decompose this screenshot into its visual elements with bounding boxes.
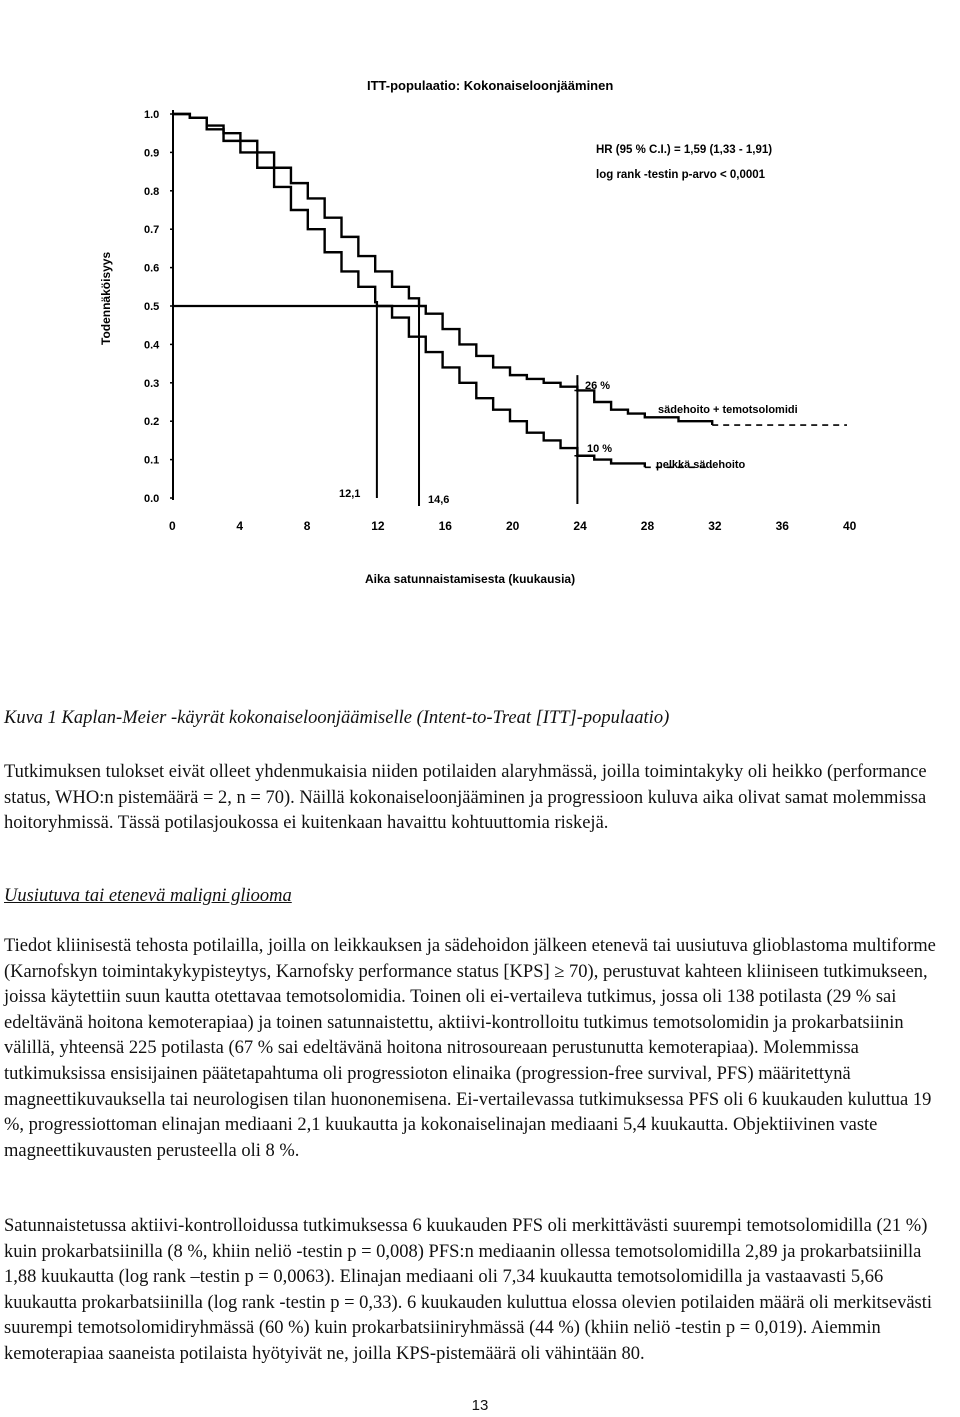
y-tick-label: 0.8: [144, 185, 160, 198]
x-tick-label: 4: [236, 519, 244, 533]
pct-label-rt-tmz: 26 %: [585, 380, 611, 392]
x-tick-label: 36: [775, 519, 789, 533]
paragraph-3: Satunnaistetussa aktiivi-kontrolloidussa tutkimuksessa 6 kuukauden PFS oli merkittävästi suurempi temotsolomidilla (21 %) kuin prokarbatsiinilla (8 %, khiin neliö -testin p = 0,008) PFS:n mediaanin ollessa temotsolomidilla 2,89 ja prokarbatsiinilla 1,88 kuukautta (log rank –testin p = 0,0063). Elinajan mediaani oli 7,34 kuukautta temotsolomidilla ja vastaavasti 5,66 kuukautta prokarbatsiinilla (log rank -testin p = 0,33). 6 kuukauden kuluttua elossa olevien potilaiden määrä oli merkitsevästi suurempi temotsolomidiryhmässä (60 %) kuin prokarbatsiiniryhmässä (44 %) (khiin neliö -testin p = 0,019). Aiemmin kemoterapiaa saaneista potilaista hyötyivät ne, joilla KPS-pistemäärä oli vähintään 80.: [4, 1216, 933, 1364]
logrank-annotation: log rank -testin p-arvo < 0,0001: [596, 169, 766, 181]
series-rt-tmz-curve: [173, 114, 712, 425]
hr-annotation: HR (95 % C.I.) = 1,59 (1,33 - 1,91): [596, 144, 773, 156]
y-tick-label: 0.2: [144, 416, 160, 429]
paragraph-2: Tiedot kliinisestä tehosta potilailla, joilla on leikkauksen ja sädehoidon jälkeen etenevä tai uusiutuva glioblastoma multiforme (Karnofskyn toimintakykypisteytys, Karnofsky performance status [KPS] ≥ 70), perustuvat kahteen kliiniseen tutkimukseen, joissa käytettiin suun kautta otettavaa temotsolomidia. Toinen oli ei-vertaileva tutkimus, jossa oli 138 potilasta (29 % sai edeltävänä hoitona kemoterapiaa) ja toinen satunnaistettu, aktiivi-kontrolloitu tutkimus temotsolomidin ja prokarbatsiinin välillä, yhteensä 225 potilasta (67 % sai edeltävänä hoitona nitrosoureaan perustunutta kemoterapiaa). Molemmissa tutkimuksissa ensisijainen päätetapahtuma oli progressioton elinaika (progression-free survival, PFS) määritettynä magneettikuvauksella tai neurologisen tilan huononemisena. Ei-vertailevassa tutkimuksessa PFS oli 6 kuukauden kuluttua 19 %, progressiottoman elinajan mediaani 2,1 kuukautta ja kokonaiselinajan mediaani 5,4 kuukautta. Objektiivinen vaste magneettikuvausten perusteella oli 8 %.: [4, 936, 936, 1161]
figure-caption: Kuva 1 Kaplan-Meier -käyrät kokonaiseloonjäämiselle (Intent-to-Treat [ITT]-populaatio): [4, 708, 670, 728]
x-tick-label: 40: [843, 519, 857, 533]
chart-title: ITT-populaatio: Kokonaiseloonjääminen: [367, 78, 614, 93]
x-tick-label: 16: [438, 519, 452, 533]
x-tick-label: 32: [708, 519, 722, 533]
y-tick-label: 0.9: [144, 147, 160, 160]
y-tick-label: 0.3: [144, 377, 160, 390]
x-axis-label: Aika satunnaistamisesta (kuukausia): [365, 572, 576, 586]
x-tick-label: 24: [573, 519, 587, 533]
y-tick-label: 1.0: [144, 109, 160, 121]
y-tick-label: 0.4: [144, 339, 160, 352]
y-tick-label: 0.0: [144, 493, 160, 505]
x-tick-label: 12: [371, 519, 385, 533]
y-axis-label: Todennäköisyys: [99, 251, 113, 345]
x-tick-label: 28: [640, 519, 655, 533]
section-heading: Uusiutuva tai etenevä maligni glioomа: [4, 886, 292, 906]
paragraph-1: Tutkimuksen tulokset eivät olleet yhdenmukaisia niiden potilaiden alaryhmässä, joilla toimintakyky oli heikko (performance status, WHO:n pistemäärä = 2, n = 70). Näillä kokonaiseloonjääminen ja progressioon kuluva aika olivat samat molemmissa hoitoryhmissä. Tässä potilasjoukossa ei kuitenkaan havaittu kohtuuttomia riskejä.: [4, 762, 927, 834]
page-number: 13: [471, 1397, 489, 1414]
x-tick-label: 20: [506, 519, 520, 533]
legend-rt: pelkkä sädehoito: [656, 459, 746, 471]
legend-rt-tmz: sädehoito + temotsolomidi: [658, 404, 798, 416]
pct-label-rt: 10 %: [587, 443, 613, 455]
kaplan-meier-chart: [0, 0, 960, 600]
median-label-rt-tmz: 14,6: [428, 494, 450, 506]
x-tick-label: 8: [303, 519, 311, 533]
y-tick-label: 0.7: [144, 224, 160, 237]
y-tick-label: 0.5: [144, 301, 160, 313]
x-tick-label: 0: [169, 519, 176, 533]
median-label-rt: 12,1: [339, 488, 361, 500]
y-tick-label: 0.1: [144, 454, 160, 467]
y-tick-label: 0.6: [144, 262, 160, 275]
